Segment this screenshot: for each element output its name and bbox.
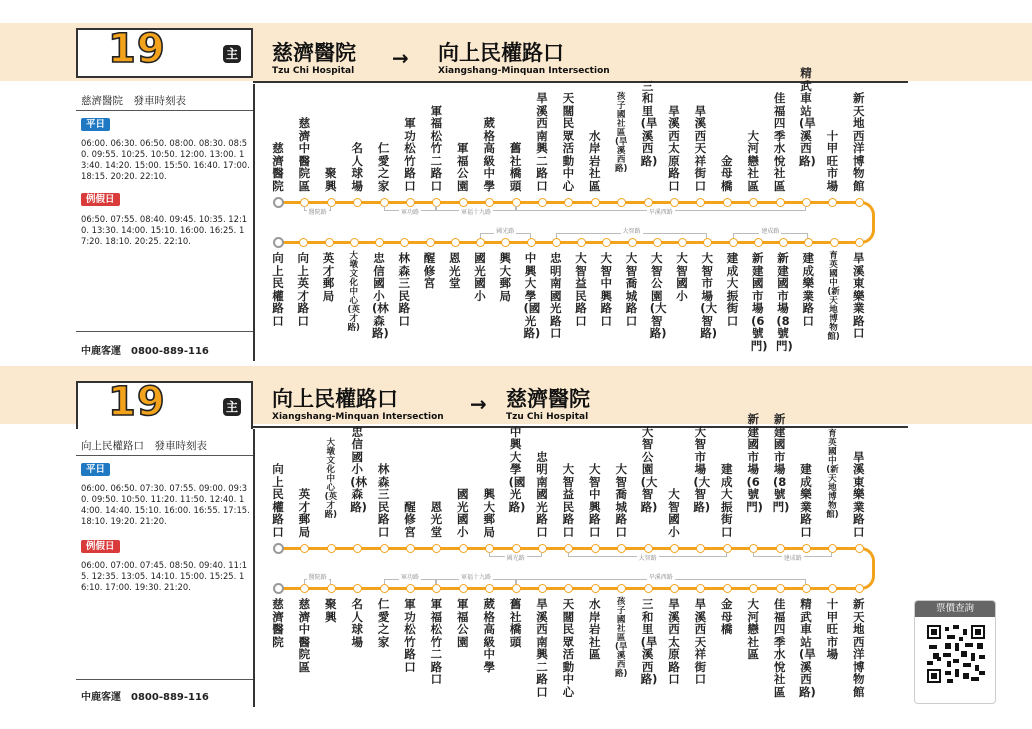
- stop-label: 新建國市場(6號門): [746, 412, 763, 514]
- stop-label: 大河戀社區: [747, 128, 759, 193]
- stop-label: 天闊民眾活動中心: [562, 597, 575, 699]
- stop-label: 大智國小: [676, 251, 688, 303]
- stop-label: 育英國中(新天地博物館): [827, 251, 840, 342]
- road-bracket: [384, 574, 437, 584]
- direction-arrow-icon: →: [392, 46, 409, 70]
- stop-label: 向上民權路口: [272, 462, 284, 539]
- stop-label: 軍福公園: [457, 597, 469, 649]
- road-name: 大智路: [622, 228, 641, 235]
- stop-dot: [802, 584, 811, 593]
- stop-label: 旱溪西南興二路口: [536, 91, 548, 193]
- stop-label: 葳格高級中學: [483, 116, 495, 193]
- road-bracket: [480, 228, 531, 238]
- stop-label: 旱溪西南興二路口: [536, 597, 548, 699]
- stop-label: 仁愛之家: [377, 597, 390, 649]
- stop-dot: [670, 584, 679, 593]
- stop-label: 興大郵局: [499, 251, 512, 303]
- stop-label: 舊社橋頭: [509, 597, 522, 649]
- stop-dot: [325, 238, 334, 247]
- stop-dot: [628, 238, 637, 247]
- origin-name-en: Tzu Chi Hospital: [272, 66, 355, 76]
- stop-label: 醒修宮: [404, 499, 416, 539]
- stop-label: 新建國市場(6號門): [750, 251, 768, 353]
- stop-label: 旱溪東樂業路口: [853, 251, 865, 340]
- stop-label: 國光國小: [457, 487, 469, 539]
- road-bracket: [753, 552, 832, 562]
- terminal-dot: [273, 197, 284, 208]
- stop-dot: [380, 544, 389, 553]
- stop-label: 名人球場: [351, 597, 363, 649]
- stop-dot: [776, 584, 785, 593]
- road-name: 軍功路: [400, 209, 419, 216]
- weekday-times: 06:00. 06:30. 06:50. 08:00. 08:30. 08:50. 09:55. 10:25. 10:50. 12:00. 13:00. 13:40. 14:20. 15:00. 15:50. 16:40. 17:00. 18:15. 20:20. 22:10.: [81, 138, 250, 181]
- stop-label: 旱溪西太原路口: [668, 597, 680, 686]
- stop-label: 大智益民路口: [562, 462, 575, 539]
- road-bracket: [733, 228, 809, 238]
- road-name: 建成路: [783, 555, 802, 562]
- stop-label: 忠明南國光路口: [536, 449, 548, 539]
- road-bracket: [436, 574, 515, 584]
- stop-label: 新天地西洋博物館: [853, 597, 865, 699]
- stop-label: 恩光堂: [449, 251, 461, 290]
- stop-dot: [577, 238, 586, 247]
- operator-contact: 中鹿客運 0800-889-116: [81, 346, 209, 357]
- stop-label: 大智市場(大智路): [700, 251, 718, 340]
- stop-label: 大智公園(大智路): [649, 251, 667, 340]
- stop-dot: [327, 584, 336, 593]
- stop-label: 軍福松竹二路口: [430, 103, 443, 193]
- stop-label: 大墩文化中心(英才路): [324, 438, 337, 520]
- stop-label: 葳格高級中學: [483, 597, 495, 674]
- stop-label: 軍福公園: [457, 141, 469, 193]
- road-bracket: [304, 574, 330, 584]
- stop-label: 忠信國小(林森路): [350, 424, 367, 514]
- road-bracket: [304, 206, 330, 216]
- stop-dot: [459, 544, 468, 553]
- road-name: 醫院路: [308, 209, 327, 216]
- weekday-badge: 平日: [81, 118, 110, 131]
- stop-dot: [451, 238, 460, 247]
- fare-query-card[interactable]: [914, 600, 996, 704]
- stop-label: 建成樂業路口: [802, 251, 815, 328]
- stop-label: 英才郵局: [322, 251, 335, 303]
- stop-dot: [538, 584, 547, 593]
- stop-dot: [678, 238, 687, 247]
- stop-dot: [552, 238, 561, 247]
- stop-label: 孩子國社區(旱溪西路): [614, 92, 628, 174]
- stop-label: 大智市場(大智路): [693, 424, 711, 514]
- stop-label: 水岸岩社區: [589, 128, 601, 193]
- road-bracket: [436, 206, 515, 216]
- stop-label: 國光國小: [474, 251, 486, 303]
- origin-name: 慈濟醫院: [272, 41, 356, 65]
- stop-label: 興大郵局: [483, 487, 495, 539]
- stop-label: 軍福松竹二路口: [430, 597, 443, 686]
- stop-label: 建成大振街口: [721, 462, 733, 539]
- road-name: 旱溪西路: [648, 209, 673, 216]
- stop-label: 慈濟醫院: [272, 141, 284, 193]
- stop-label: 建成大振街口: [726, 251, 739, 328]
- stop-label: 軍功松竹路口: [404, 116, 416, 193]
- stop-label: 仁愛之家: [377, 141, 390, 193]
- stop-label: 大智國小: [668, 487, 680, 539]
- road-name: 建成路: [761, 228, 780, 235]
- stop-label: 三和里(旱溪西路): [640, 597, 658, 686]
- stop-label: 十甲旺市場: [826, 597, 839, 661]
- stop-dot: [406, 584, 415, 593]
- stop-dot: [644, 584, 653, 593]
- origin-name: 向上民權路口: [272, 387, 398, 411]
- stop-dot: [459, 584, 468, 593]
- destination-name-en: Tzu Chi Hospital: [506, 412, 589, 422]
- road-name: 軍福十九路: [460, 209, 491, 216]
- holiday-times: 06:50. 07:55. 08:40. 09:45. 10:35. 12:10. 13:30. 14:00. 15:10. 16:00. 16:25. 17:20. 18:10. 20:25. 22:10.: [81, 214, 248, 246]
- stop-dot: [653, 238, 662, 247]
- stop-label: 孩子國社區(旱溪西路): [614, 597, 628, 679]
- main-route-badge: 主: [223, 398, 241, 416]
- stop-dot: [591, 584, 600, 593]
- stop-label: 大智益民路口: [575, 251, 587, 328]
- stop-label: 中興大學(國光路): [508, 424, 526, 514]
- route-number: 19: [108, 26, 166, 72]
- stop-label: 軍功松竹路口: [404, 597, 416, 674]
- terminal-dot: [273, 237, 284, 248]
- stop-dot: [855, 584, 864, 593]
- stop-label: 舊社橋頭: [509, 141, 522, 193]
- destination-name-en: Xiangshang-Minquan Intersection: [438, 66, 610, 76]
- stop-label: 恩光堂: [430, 499, 443, 539]
- stop-label: 金母橋: [721, 153, 733, 193]
- stop-label: 新天地西洋博物館: [853, 91, 865, 193]
- stop-label: 林森三民路口: [377, 462, 390, 539]
- road-name: 軍福十九路: [460, 574, 491, 581]
- stop-dot: [426, 238, 435, 247]
- stop-dot: [375, 238, 384, 247]
- stop-label: 醒修宮: [423, 251, 436, 290]
- route-line-bottom: [278, 241, 859, 244]
- stop-label: 中興大學(國光路): [523, 251, 541, 340]
- stop-label: 天闊民眾活動中心: [562, 91, 575, 193]
- stop-dot: [729, 238, 738, 247]
- stop-label: 向上英才路口: [297, 251, 309, 328]
- timetable-title: 向上民權路口 發車時刻表: [81, 440, 207, 452]
- stop-label: 聚興: [325, 166, 337, 193]
- route-number: 19: [108, 379, 166, 425]
- stop-dot: [380, 584, 389, 593]
- stop-label: 佳福四季水悅社區: [773, 91, 786, 193]
- stop-label: 金母橋: [721, 597, 733, 636]
- stop-dot: [855, 198, 864, 207]
- stop-label: 大智喬城路口: [625, 251, 638, 328]
- road-bracket: [568, 552, 726, 562]
- timetable-title: 慈濟醫院 發車時刻表: [81, 95, 186, 107]
- stop-dot: [830, 238, 839, 247]
- stop-dot: [855, 544, 864, 553]
- road-name: 國光路: [506, 555, 525, 562]
- stop-label: 名人球場: [351, 141, 363, 193]
- stop-label: 大智中興路口: [589, 462, 601, 539]
- fare-query-title: 票價查詢: [915, 601, 995, 617]
- stop-label: 旱溪西天祥街口: [694, 103, 707, 193]
- stop-dot: [723, 584, 732, 593]
- stop-label: 精武車站(旱溪西路): [799, 66, 816, 168]
- terminal-dot: [273, 583, 284, 594]
- road-name: 旱溪西路: [648, 574, 673, 581]
- stop-label: 新建國市場(8號門): [772, 412, 790, 514]
- route-number-box: [76, 381, 253, 431]
- stop-label: 林森三民路口: [398, 251, 410, 328]
- stop-label: 慈濟醫院: [272, 597, 284, 649]
- stop-label: 向上民權路口: [272, 251, 284, 328]
- weekday-badge: 平日: [81, 463, 110, 476]
- holiday-badge: 例假日: [81, 540, 120, 553]
- stop-label: 英才郵局: [298, 487, 311, 539]
- destination-name: 慈濟醫院: [506, 387, 590, 411]
- stop-label: 建成樂業路口: [800, 462, 812, 539]
- road-bracket: [384, 206, 437, 216]
- destination-name: 向上民權路口: [438, 41, 564, 65]
- main-route-badge: 主: [223, 45, 241, 63]
- origin-name-en: Xiangshang-Minquan Intersection: [272, 412, 444, 422]
- stop-label: 旱溪東樂業路口: [853, 449, 865, 539]
- weekday-times: 06:00. 06:50. 07:30. 07:55. 09:00. 09:30. 09:50. 10:50. 11:20. 11:50. 12:40. 14:00. 14:40. 15:10. 16:00. 16:55. 17:15. 18:10. 19:20. 21:20.: [81, 483, 250, 526]
- stop-label: 旱溪西太原路口: [668, 103, 680, 193]
- road-name: 軍功路: [400, 574, 419, 581]
- stop-label: 精武車站(旱溪西路): [799, 597, 816, 699]
- stop-dot: [754, 238, 763, 247]
- stop-label: 大墩文化中心(英才路): [347, 251, 360, 333]
- stop-label: 新建國市場(8號門): [776, 251, 793, 353]
- stop-dot: [779, 238, 788, 247]
- stop-label: 忠信國小(林森路): [372, 251, 389, 340]
- terminal-dot: [273, 543, 284, 554]
- stop-label: 聚興: [325, 597, 337, 624]
- stop-dot: [512, 584, 521, 593]
- stop-dot: [855, 238, 864, 247]
- stop-dot: [350, 238, 359, 247]
- stop-dot: [406, 544, 415, 553]
- stop-dot: [327, 544, 336, 553]
- stop-label: 三和里(旱溪西路): [640, 78, 658, 168]
- stop-dot: [476, 238, 485, 247]
- stop-label: 育英國中(新天地博物館): [826, 429, 839, 520]
- holiday-badge: 例假日: [81, 193, 120, 206]
- road-bracket: [516, 574, 806, 584]
- stop-label: 大智喬城路口: [615, 462, 627, 539]
- stop-label: 大河戀社區: [747, 597, 759, 661]
- holiday-times: 06:00. 07:00. 07:45. 08:50. 09:40. 11:15. 12:35. 13:05. 14:10. 15:00. 15:25. 16:10. 17:00. 19:30. 21:20.: [81, 560, 248, 592]
- operator-contact: 中鹿客運 0800-889-116: [81, 692, 209, 703]
- stop-label: 佳福四季水悅社區: [773, 597, 786, 699]
- road-name: 醫院路: [308, 574, 327, 581]
- stop-label: 水岸岩社區: [589, 597, 601, 661]
- road-name: 大智路: [638, 555, 657, 562]
- road-name: 國光路: [496, 228, 515, 235]
- stop-label: 大智中興路口: [600, 251, 613, 328]
- stop-label: 十甲旺市場: [826, 128, 839, 193]
- timetable-column: [76, 429, 253, 707]
- direction-arrow-icon: →: [470, 392, 487, 416]
- stop-label: 忠明南國光路口: [550, 251, 562, 340]
- stop-label: 慈濟中醫院區: [298, 116, 311, 193]
- stop-label: 慈濟中醫院區: [298, 597, 311, 674]
- stop-label: 大智公園(大智路): [640, 424, 658, 514]
- qr-code-icon[interactable]: [927, 625, 985, 683]
- stop-dot: [527, 238, 536, 247]
- road-bracket: [516, 206, 806, 216]
- road-bracket: [489, 552, 542, 562]
- stop-label: 旱溪西天祥街口: [694, 597, 707, 686]
- road-bracket: [556, 228, 708, 238]
